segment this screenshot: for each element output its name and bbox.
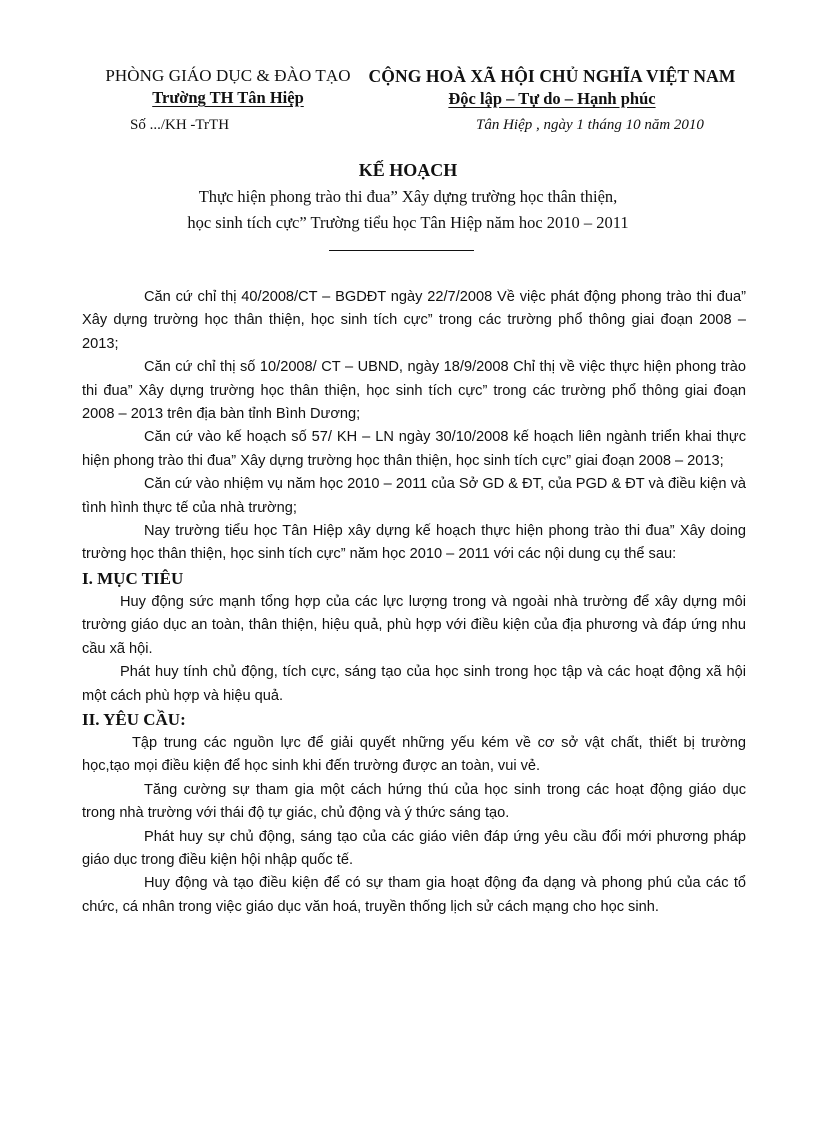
header-left	[88, 66, 368, 108]
document-subtitle-line1: Thực hiện phong trào thi đua” Xây dựng trường học thân thiện,	[198, 187, 618, 206]
document-subtitle-line2: học sinh tích cực” Trường tiểu học Tân Hiệp năm hoc 2010 – 2011	[187, 213, 629, 232]
document-title: KẾ HOẠCH	[358, 160, 458, 180]
date-line: Tân Hiệp , ngày 1 tháng 10 năm 2010	[476, 117, 704, 133]
document-body	[82, 286, 746, 919]
title-divider	[329, 250, 474, 251]
paragraph-requirement-3: Phát huy sự chủ động, sáng tạo của các giáo viên đáp ứng yêu cầu đổi mới phương pháp giáo dục trong điều kiện hội nhập quốc tế.	[82, 828, 746, 868]
paragraph-objective-2: Phát huy tính chủ động, tích cực, sáng tạo của học sinh trong học tập và các hoạt động xã hội một cách phù hợp và hiệu quả.	[82, 664, 746, 704]
paragraph-requirement-4: Huy động và tạo điều kiện để có sự tham gia hoạt động đa dạng và phong phú của các tổ chức, cá nhân trong việc giáo dục văn hoá, truyền thống lịch sử cách mạng cho học sinh.	[82, 875, 746, 915]
paragraph-requirement-2: Tăng cường sự tham gia một cách hứng thú của học sinh trong các hoạt động giáo dục trong nhà trường với thái độ tự giác, chủ động và ý thức sáng tạo.	[82, 781, 746, 822]
national-title: CỘNG HOÀ XÃ HỘI CHỦ NGHĨA VIỆT NAM	[368, 66, 736, 86]
school-name: Trường TH Tân Hiệp	[152, 88, 304, 107]
department-name: PHÒNG GIÁO DỤC & ĐÀO TẠO	[105, 66, 351, 85]
paragraph-basis-1: Căn cứ chỉ thị 40/2008/CT – BGDĐT ngày 22/7/2008 Về việc phát động phong trào thi đua” Xây dựng trường học thân thiện, học sinh tích cực” trong các trường phổ thông giai đoạn 2008 – 2013;	[82, 289, 746, 352]
paragraph-basis-2: Căn cứ chỉ thị số 10/2008/ CT – UBND, ngày 18/9/2008 Chỉ thị về việc thực hiện phong trào thi đua” Xây dựng trường học thân thiện, học sinh tích cực” trong các trường phổ thông giai đoạn 2008 – 2013 trên địa bàn tỉnh Bình Dương;	[82, 359, 746, 423]
paragraph-basis-3: Căn cứ vào kế hoạch số 57/ KH – LN ngày 30/10/2008 kế hoạch liên ngành triển khai thực hiện phong trào thi đua” Xây dựng trường học thân thiện, học sinh tích cực” giai đoạn 2008 – 2013;	[82, 429, 746, 469]
section-heading-objectives: I. MỤC TIÊU	[82, 568, 184, 588]
national-motto: Độc lập – Tự do – Hạnh phúc	[448, 89, 656, 108]
section-heading-requirements: II. YÊU CẦU:	[82, 709, 186, 729]
paragraph-basis-4: Căn cứ vào nhiệm vụ năm học 2010 – 2011 của Sở GD & ĐT, của PGD & ĐT và điều kiện và tình hình thực tế của nhà trường;	[82, 476, 746, 516]
document-number: Số .../KH -TrTH	[130, 117, 230, 133]
paragraph-requirement-1: Tập trung các nguồn lực để giải quyết những yếu kém về cơ sở vật chất, thiết bị trường học,tạo mọi điều kiện để học sinh khi đến trường được an toàn, vui vẻ.	[82, 734, 746, 775]
header-right	[352, 66, 752, 109]
paragraph-objective-1: Huy động sức mạnh tổng hợp của các lực lượng trong và ngoài nhà trường để xây dựng môi trường giáo dục an toàn, thân thiện, hiệu quả, phù hợp với điều kiện của địa phương và đáp ứng nhu cầu xã hội.	[82, 593, 746, 657]
paragraph-intro: Nay trường tiểu học Tân Hiệp xây dựng kế hoạch thực hiện phong trào thi đua” Xây doing trường học thân thiện, học sinh tích cực” năm học 2010 – 2011 với các nội dung cụ thể sau:	[82, 523, 746, 563]
